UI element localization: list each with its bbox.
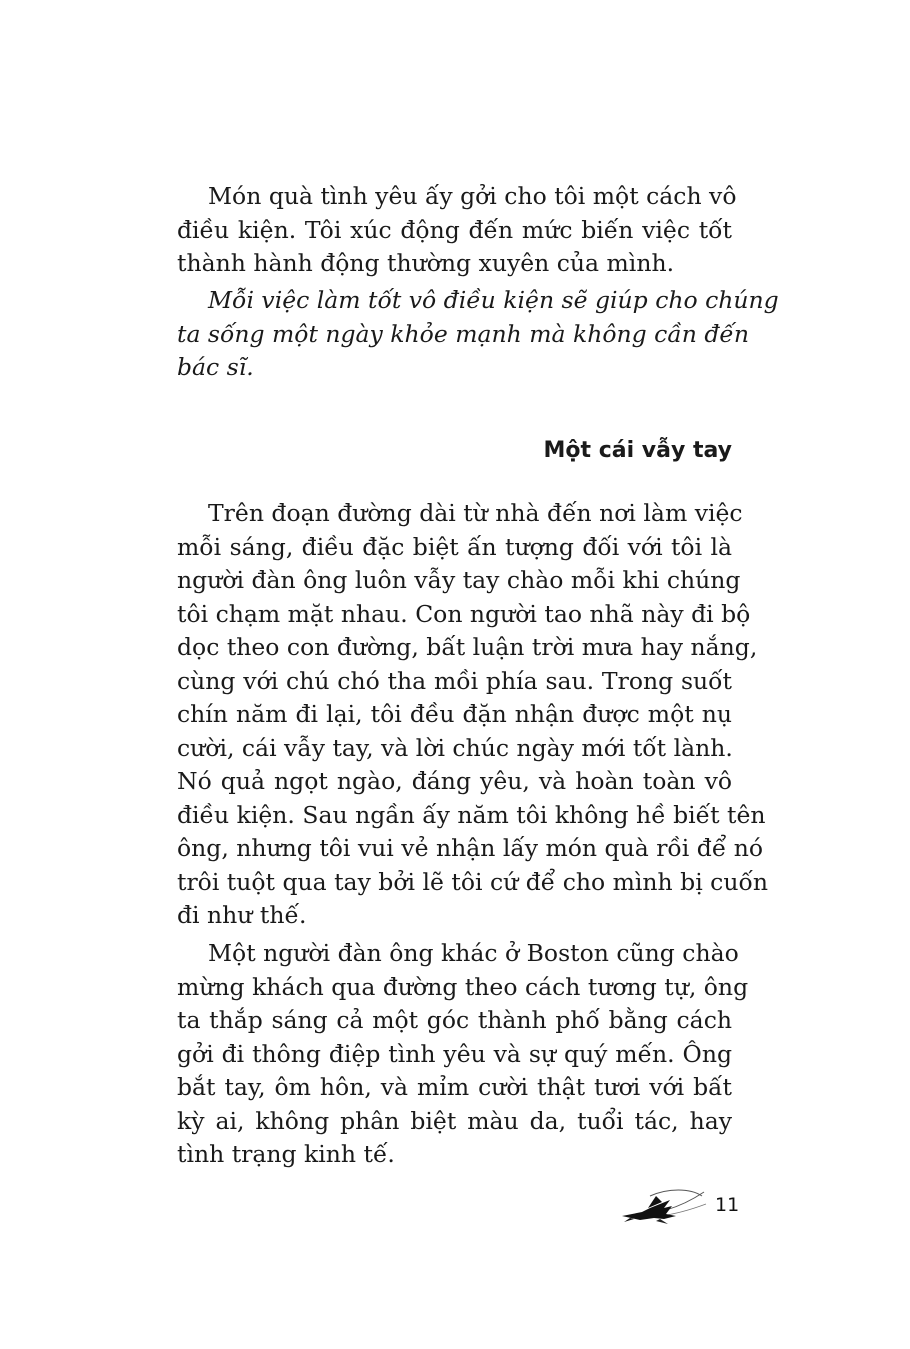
text-line: thành hành động thường xuyên của mình. [177, 249, 675, 277]
text-line: mỗi sáng, điều đặc biệt ấn tượng đối với tôi là [177, 532, 732, 561]
text-line: Nó quả ngọt ngào, đáng yêu, và hoàn toàn vô [177, 767, 732, 795]
text-line: trôi tuột qua tay bởi lẽ tôi cứ để cho mình bị cuốn [177, 867, 768, 896]
text-line: cười, cái vẫy tay, và lời chúc ngày mới tốt lành. [177, 733, 733, 762]
text-line: Một người đàn ông khác ở Boston cũng chào [208, 939, 739, 967]
text-line: Món quà tình yêu ấy gởi cho tôi một cách vô [208, 182, 737, 210]
text-line: bác sĩ. [177, 353, 254, 381]
paragraph-3 [177, 497, 768, 933]
text-line: chín năm đi lại, tôi đều đặn nhận được một nụ [177, 700, 732, 728]
text-line: cùng với chú chó tha mồi phía sau. Trong suốt [177, 666, 732, 695]
text-line: dọc theo con đường, bất luận trời mưa hay nắng, [177, 633, 758, 661]
text-line: điều kiện. Sau ngần ấy năm tôi không hề biết tên [177, 800, 766, 829]
text-line: người đàn ông luôn vẫy tay chào mỗi khi chúng [177, 566, 741, 594]
text-line: ta sống một ngày khỏe mạnh mà không cần đến [177, 319, 749, 348]
paragraph-1 [177, 180, 737, 281]
text-line: tình trạng kinh tế. [177, 1140, 395, 1168]
text-line: bắt tay, ôm hôn, và mỉm cười thật tươi với bất [177, 1073, 732, 1101]
text-line: Mỗi việc làm tốt vô điều kiện sẽ giúp cho chúng [208, 286, 779, 314]
text-line: kỳ ai, không phân biệt màu da, tuổi tác, hay [177, 1106, 732, 1135]
page-footer [620, 1186, 740, 1226]
text-line: đi như thế. [177, 901, 307, 929]
text-line: tôi chạm mặt nhau. Con người tao nhã này đi bộ [177, 599, 751, 628]
page-number: 11 [715, 1194, 740, 1216]
text-line: gởi đi thông điệp tình yêu và sự quý mến. Ông [177, 1039, 732, 1068]
text-line: ta thắp sáng cả một góc thành phố bằng cách [177, 1006, 732, 1034]
section-heading: Một cái vẫy tay [543, 438, 732, 463]
text-line: Trên đoạn đường dài từ nhà đến nơi làm việc [208, 499, 743, 527]
text-line: ông, nhưng tôi vui vẻ nhận lấy món quà rồi để nó [177, 834, 764, 862]
paragraph-2-italic [177, 284, 779, 385]
paragraph-4 [177, 937, 749, 1172]
text-line: mừng khách qua đường theo cách tương tự, ông [177, 972, 749, 1001]
flying-bird-ornament-icon [620, 1186, 712, 1226]
text-line: điều kiện. Tôi xúc động đến mức biến việc tốt [177, 215, 732, 244]
